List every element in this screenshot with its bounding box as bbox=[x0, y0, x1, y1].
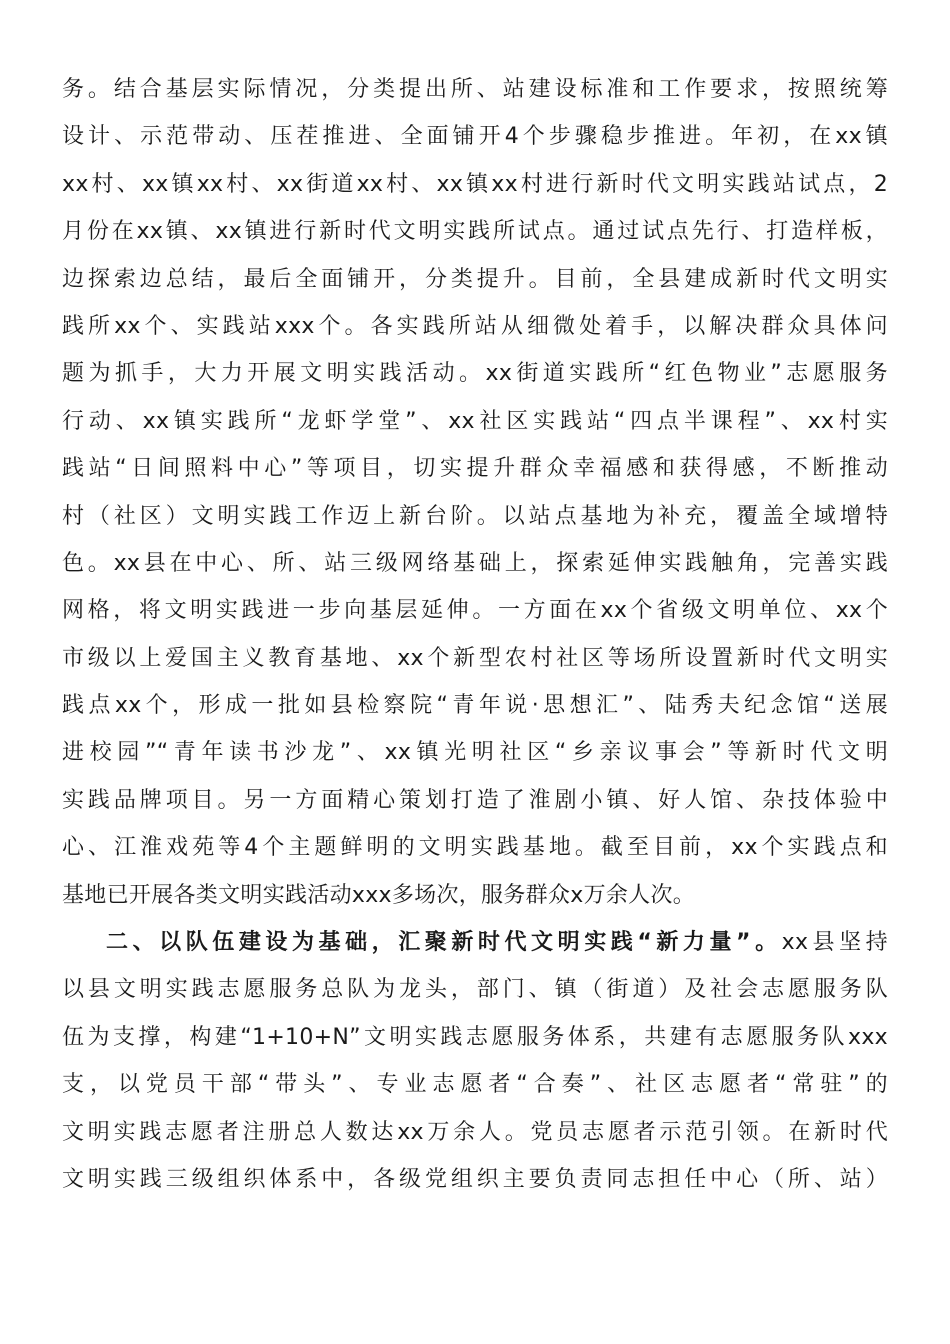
text-line: 网格，将文明实践进一步向基层延伸。一方面在xx个省级文明单位、xx个 bbox=[62, 598, 888, 624]
text-line: 践点xx个，形成一批如县检察院“青年说·思想汇”、陆秀夫纪念馆“送展 bbox=[62, 693, 888, 719]
text-line: 务。结合基层实际情况，分类提出所、站建设标准和工作要求，按照统筹 bbox=[62, 77, 888, 102]
text-line: 实践品牌项目。另一方面精心策划打造了淮剧小镇、好人馆、杂技体验中 bbox=[62, 787, 888, 813]
text-line: 以县文明实践志愿服务总队为龙头，部门、镇（街道）及社会志愿服务队 bbox=[62, 977, 888, 1003]
text-line: 村（社区）文明实践工作迈上新台阶。以站点基地为补充，覆盖全域增特 bbox=[62, 503, 888, 529]
text-line: 行动、xx镇实践所“龙虾学堂”、xx社区实践站“四点半课程”、xx村实 bbox=[62, 408, 888, 434]
text-line: 边探索边总结，最后全面铺开，分类提升。目前，全县建成新时代文明实 bbox=[62, 266, 888, 292]
text-line: 色。xx县在中心、所、站三级网络基础上，探索延伸实践触角，完善实践 bbox=[62, 550, 888, 576]
text-line: 践所xx个、实践站xxx个。各实践所站从细微处着手，以解决群众具体问 bbox=[62, 313, 888, 339]
text-line: 月份在xx镇、xx镇进行新时代文明实践所试点。通过试点先行、打造样板， bbox=[62, 219, 888, 245]
text-line: 市级以上爱国主义教育基地、xx个新型农村社区等场所设置新时代文明实 bbox=[62, 645, 888, 671]
paragraph-2 bbox=[62, 919, 888, 1203]
text-line: 文明实践三级组织体系中，各级党组织主要负责同志担任中心（所、站） bbox=[62, 1166, 888, 1192]
paragraph-1 bbox=[62, 66, 888, 919]
text-line: xx村、xx镇xx村、xx街道xx村、xx镇xx村进行新时代文明实践站试点，2 bbox=[62, 171, 888, 197]
text-line: 践站“日间照料中心”等项目，切实提升群众幸福感和获得感，不断推动 bbox=[62, 456, 888, 482]
text-line: 支，以党员干部“带头”、专业志愿者“合奏”、社区志愿者“常驻”的 bbox=[62, 1072, 888, 1098]
text-line: 设计、示范带动、压茬推进、全面铺开4个步骤稳步推进。年初，在xx镇 bbox=[62, 124, 888, 150]
text-line: 文明实践志愿者注册总人数达xx万余人。党员志愿者示范引领。在新时代 bbox=[62, 1119, 888, 1145]
section-heading: 二、以队伍建设为基础，汇聚新时代文明实践“新力量”。 bbox=[106, 930, 782, 956]
text-line: 伍为支撑，构建“1+10+N”文明实践志愿服务体系，共建有志愿服务队xxx bbox=[62, 1024, 888, 1050]
text-line: 心、江淮戏苑等4个主题鲜明的文明实践基地。截至目前，xx个实践点和 bbox=[62, 835, 888, 861]
heading-line-rest: xx县坚持 bbox=[781, 930, 888, 956]
text-line: 基地已开展各类文明实践活动xxx多场次，服务群众x万余人次。 bbox=[62, 882, 696, 908]
document-page bbox=[62, 66, 888, 1203]
text-line: 进校园”“青年读书沙龙”、xx镇光明社区“乡亲议事会”等新时代文明 bbox=[62, 740, 888, 766]
heading-line bbox=[62, 919, 888, 966]
text-line: 题为抓手，大力开展文明实践活动。xx街道实践所“红色物业”志愿服务 bbox=[62, 361, 888, 387]
